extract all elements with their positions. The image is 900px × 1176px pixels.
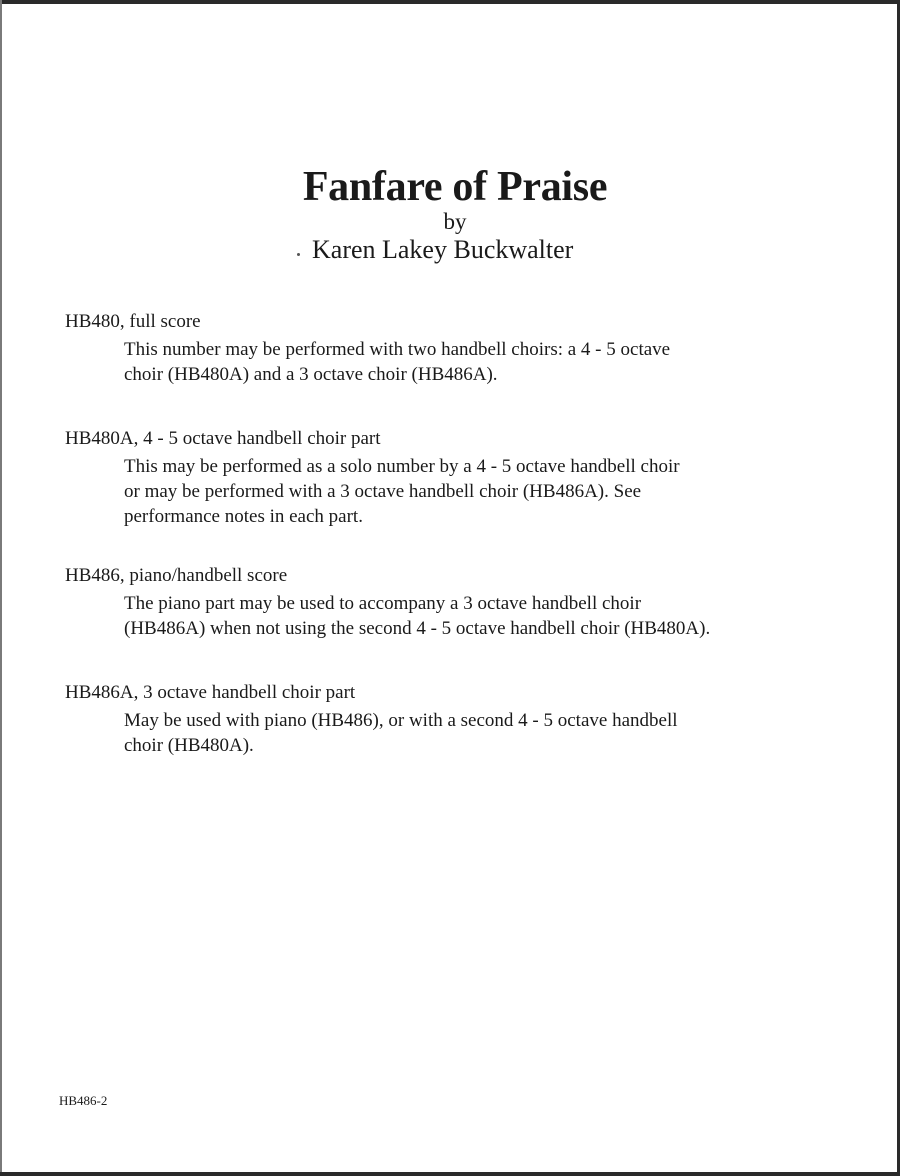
scan-edge-top bbox=[0, 0, 900, 4]
entry-line: This may be performed as a solo number by a 4 - 5 octave handbell choir bbox=[124, 456, 680, 477]
author-name: Karen Lakey Buckwalter bbox=[312, 235, 574, 264]
entry-heading: HB480, full score bbox=[65, 311, 201, 332]
entry-line: This number may be performed with two handbell choirs: a 4 - 5 octave bbox=[124, 339, 671, 360]
entry-heading: HB480A, 4 - 5 octave handbell choir part bbox=[65, 428, 381, 449]
byline-by: by bbox=[443, 209, 467, 234]
scan-edge-bottom bbox=[0, 1172, 900, 1176]
entry-full-score bbox=[65, 309, 795, 387]
page-code: HB486-2 bbox=[59, 1093, 108, 1108]
entry-line: (HB486A) when not using the second 4 - 5 octave handbell choir (HB480A). bbox=[124, 618, 711, 639]
entry-description bbox=[124, 708, 795, 758]
entry-heading: HB486A, 3 octave handbell choir part bbox=[65, 682, 356, 703]
page-title: Fanfare of Praise bbox=[302, 164, 608, 210]
scan-speck bbox=[297, 253, 300, 256]
entry-line: choir (HB480A). bbox=[124, 735, 254, 756]
entry-description bbox=[124, 454, 795, 529]
entry-line: performance notes in each part. bbox=[124, 506, 363, 527]
entry-choir-part-3 bbox=[65, 680, 795, 758]
entry-heading: HB486, piano/handbell score bbox=[65, 565, 288, 586]
entry-description bbox=[124, 591, 795, 641]
entry-piano-score bbox=[65, 563, 795, 641]
entry-choir-part-4-5 bbox=[65, 426, 795, 529]
entry-line: or may be performed with a 3 octave handbell choir (HB486A). See bbox=[124, 481, 642, 502]
entry-line: May be used with piano (HB486), or with a second 4 - 5 octave handbell bbox=[124, 710, 678, 731]
entry-line: The piano part may be used to accompany a 3 octave handbell choir bbox=[124, 593, 642, 614]
entry-description bbox=[124, 337, 795, 387]
entry-line: choir (HB480A) and a 3 octave choir (HB486A). bbox=[124, 364, 498, 385]
